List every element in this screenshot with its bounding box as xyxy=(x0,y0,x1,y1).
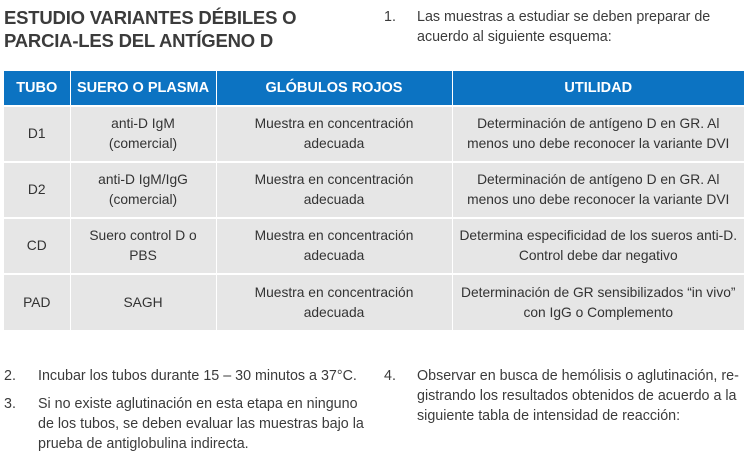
document-title: ESTUDIO VARIANTES DÉBILES O PARCIA-LES DEL ANTÍGENO D xyxy=(4,7,297,51)
cell-globulos: Muestra en concentración adecuada xyxy=(216,106,452,162)
cell-utilidad: Determinación de antígeno D en GR. Al menos uno debe reconocer la variante DVI xyxy=(452,162,744,218)
header-utilidad: UTILIDAD xyxy=(452,71,744,106)
cell-tubo: PAD xyxy=(4,274,70,330)
step-text: Si no existe aglutinación en esta etapa en ninguno de los tubos, se deben evaluar las muestras bajo la prueba de antiglobulina indirecta. xyxy=(38,396,364,452)
cell-suero: anti-D IgM/IgG (comercial) xyxy=(70,162,216,218)
cell-globulos: Muestra en concentración adecuada xyxy=(216,218,452,274)
table-row xyxy=(4,274,744,330)
step-number: 3. xyxy=(4,396,16,412)
cell-globulos: Muestra en concentración adecuada xyxy=(216,162,452,218)
step-number: 1. xyxy=(384,9,396,25)
cell-globulos: Muestra en concentración adecuada xyxy=(216,274,452,330)
step-4 xyxy=(384,366,746,426)
cell-utilidad: Determina especificidad de los sueros anti-D. Control debe dar negativo xyxy=(452,218,744,274)
cell-tubo: CD xyxy=(4,218,70,274)
cell-utilidad: Determinación de antígeno D en GR. Al menos uno debe reconocer la variante DVI xyxy=(452,106,744,162)
step-number: 4. xyxy=(384,368,396,384)
step-2 xyxy=(4,366,366,386)
step-text: Las muestras a estudiar se deben preparar de acuerdo al siguiente esquema: xyxy=(417,9,711,45)
cell-tubo: D2 xyxy=(4,162,70,218)
header-globulos-rojos: GLÓBULOS ROJOS xyxy=(216,71,452,106)
table-row xyxy=(4,218,744,274)
cell-suero: anti-D IgM (comercial) xyxy=(70,106,216,162)
cell-suero: SAGH xyxy=(70,274,216,330)
header-suero-plasma: SUERO O PLASMA xyxy=(70,71,216,106)
steps-right-column xyxy=(384,366,746,434)
step-number: 2. xyxy=(4,368,16,384)
step-1 xyxy=(384,7,746,47)
cell-tubo: D1 xyxy=(4,106,70,162)
table-header-row xyxy=(4,71,744,106)
cell-utilidad: Determinación de GR sensibilizados “in vivo” con IgG o Complemento xyxy=(452,274,744,330)
cell-suero: Suero control D o PBS xyxy=(70,218,216,274)
header-tubo: TUBO xyxy=(4,71,70,106)
step-3 xyxy=(4,394,366,454)
steps-left-column xyxy=(4,366,366,461)
table-row xyxy=(4,106,744,162)
tube-scheme-table xyxy=(4,71,744,330)
step-text: Observar en busca de hemólisis o aglutinación, re-gistrando los resultados obtenidos de acuerdo a la siguiente tabla de intensidad de reacción: xyxy=(417,368,739,424)
table-row xyxy=(4,162,744,218)
step-text: Incubar los tubos durante 15 – 30 minutos a 37°C. xyxy=(38,368,357,384)
